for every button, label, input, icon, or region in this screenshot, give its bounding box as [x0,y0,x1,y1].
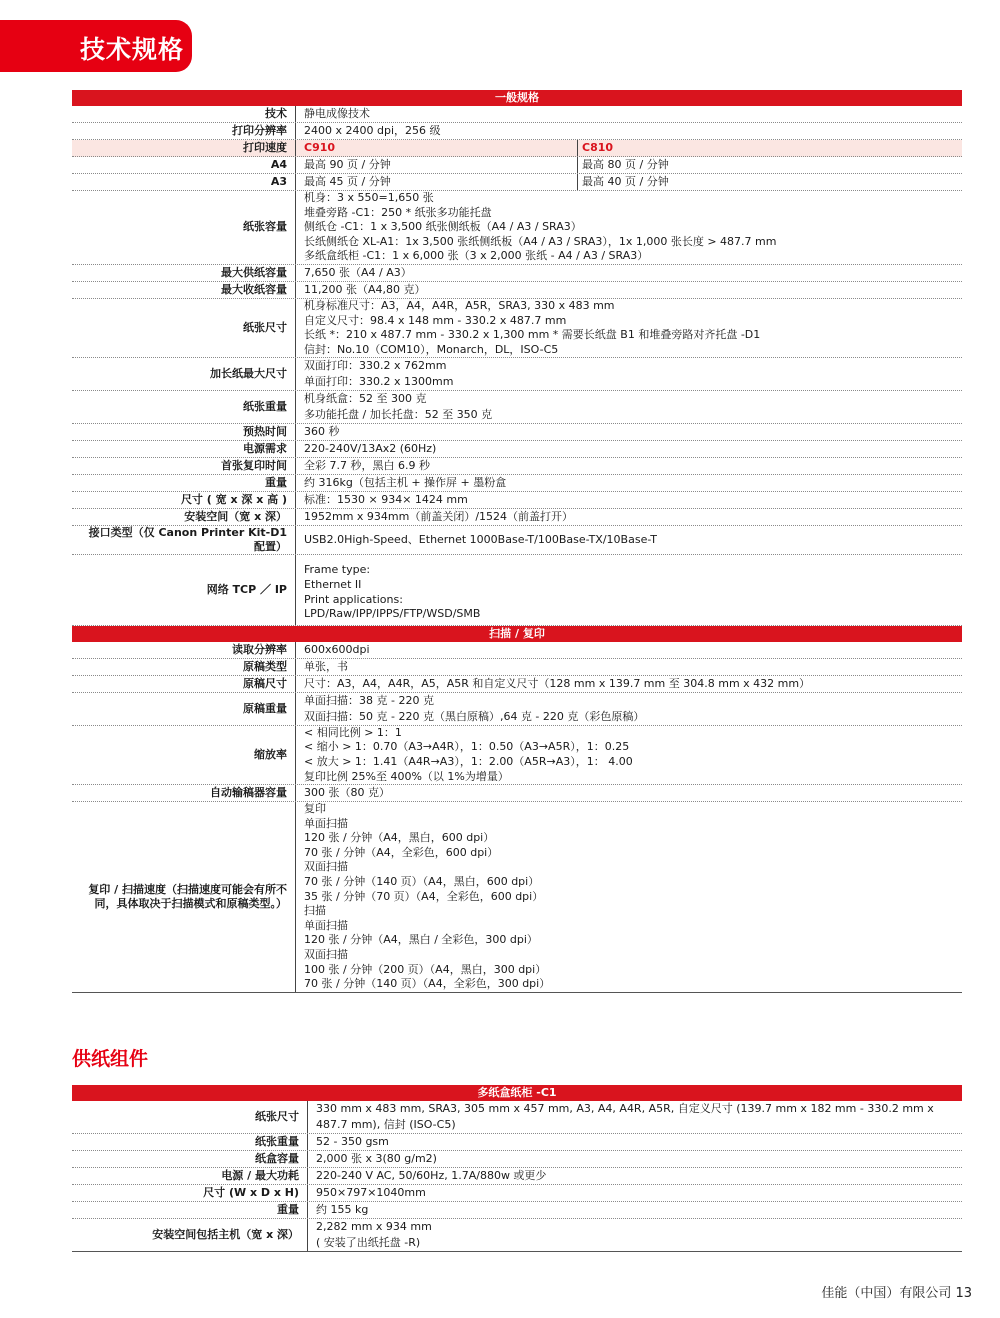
spec-value-line: 复印比例 25%至 400%（以 1%为增量） [304,769,509,783]
spec-row [72,693,962,726]
spec-value [296,659,962,675]
spec-row [72,642,962,659]
spec-row [72,1168,962,1185]
spec-value-line: 复印 [304,802,326,816]
spec-value-line: 70 张 / 分钟（140 页）（A4，黑白，600 dpi） [304,875,540,889]
spec-row [72,1151,962,1168]
spec-value-line: 70 张 / 分钟（140 页）（A4，全彩色，300 dpi） [304,977,551,991]
spec-value-line: 120 张 / 分钟（A4，黑白 / 全彩色，300 dpi） [304,933,538,947]
spec-value-line: 330 mm x 483 mm, SRA3, 305 mm x 457 mm, A3, A4, A4R, A5R, 自定义尺寸 (139.7 mm x 182 mm - 330.2 mm x [316,1102,934,1115]
spec-row [72,299,962,358]
spec-value-line: 扫描 [304,904,326,918]
spec-value-line: 机身纸盒：52 至 300 克 [304,392,427,406]
page-title: 技术规格 [80,35,185,64]
spec-row [72,526,962,555]
spec-value-line: 双面扫描：50 克 - 220 克（黑白原稿）,64 克 - 220 克（彩色原稿） [304,709,645,723]
spec-label: 首张复印时间 [72,458,296,474]
spec-value-line: 2400 x 2400 dpi，256 级 [304,124,441,137]
spec-value-line: 单面打印：330.2 x 1300mm [304,375,454,389]
spec-value-line: 信封：No.10（COM10），Monarch，DL，ISO-C5 [304,342,559,356]
spec-value-line: 约 155 kg [316,1203,369,1216]
spec-value-line: 2,282 mm x 934 mm [316,1220,432,1233]
spec-value [296,785,962,801]
spec-label: 尺寸 ( 宽 x 深 x 高 ) [72,492,296,508]
spec-value-line: Print applications: [304,592,403,606]
spec-value-c810: C810 [582,141,614,154]
spec-value-line: USB2.0High-Speed、Ethernet 1000Base-T/100Base-TX/10Base-T [304,533,658,547]
spec-row [72,106,962,123]
spec-value-line: 1952mm x 934mm（前盖关闭）/1524（前盖打开） [304,510,574,524]
spec-value-c910: 最高 90 页 / 分钟 [296,157,578,173]
spec-row [72,265,962,282]
spec-value-line: 单面扫描：38 克 - 220 克 [304,693,434,707]
spec-row [72,726,962,785]
page-footer: 佳能（中国）有限公司 13 [821,1286,972,1301]
spec-value-line: 长纸 *：210 x 487.7 mm - 330.2 x 1,300 mm * 需要长纸盘 B1 和堆叠旁路对齐托盘 -D1 [304,328,761,342]
spec-value [308,1151,962,1167]
spec-value [296,358,962,390]
spec-value-line: LPD/Raw/IPP/IPPS/FTP/WSD/SMB [304,607,481,621]
spec-value [308,1202,962,1218]
spec-value-columns [296,174,962,190]
spec-row [72,1202,962,1219]
spec-row [72,458,962,475]
spec-value [296,299,962,357]
spec-row [72,174,962,191]
spec-row [72,191,962,265]
spec-label: 打印速度 [72,140,296,156]
spec-value-line: 静电成像技术 [304,107,370,120]
spec-value-line: ( 安装了出纸托盘 -R) [316,1236,421,1249]
general-section-header: 一般规格 [72,90,962,106]
spec-row [72,1134,962,1151]
spec-label: 读取分辨率 [72,642,296,658]
spec-value-line: 双面打印：330.2 x 762mm [304,359,447,373]
spec-value-line: 220-240V/13Ax2 (60Hz) [304,442,437,456]
spec-value-line: 70 张 / 分钟（A4，全彩色，600 dpi） [304,845,499,859]
spec-value-line: 单面扫描 [304,918,348,932]
spec-label: 安装空间包括主机（宽 x 深） [72,1219,308,1251]
spec-value [296,441,962,457]
spec-value-line: 机身标准尺寸：A3，A4，A4R，A5R，SRA3, 330 x 483 mm [304,298,615,312]
spec-value-line: Frame type: [304,563,371,577]
spec-value-line: 机身：3 x 550=1,650 张 [304,191,434,204]
spec-value-line: 约 316kg（包括主机 + 操作屏 + 墨粉盒 [304,476,507,490]
spec-value-c910: C910 [296,140,578,156]
spec-row [72,1185,962,1202]
spec-label: 打印分辨率 [72,123,296,139]
spec-label: 最大供纸容量 [72,265,296,281]
spec-value-line: 多功能托盘 / 加长托盘：52 至 350 克 [304,408,493,422]
spec-label: 缩放率 [72,726,296,784]
spec-value-line: 全彩 7.7 秒，黑白 6.9 秒 [304,459,430,473]
spec-row [72,424,962,441]
spec-value-line: 600x600dpi [304,642,370,656]
spec-value-line: 950×797×1040mm [316,1186,426,1199]
spec-value-c810: 最高 40 页 / 分钟 [582,175,669,188]
spec-value [296,642,962,658]
spec-value [296,191,962,264]
spec-value-line: 双面扫描 [304,860,348,874]
spec-value-line: 尺寸：A3，A4，A4R，A5，A5R 和自定义尺寸（128 mm x 139.7 mm 至 304.8 mm x 432 mm） [304,676,811,690]
spec-row [72,555,962,625]
spec-value [308,1185,962,1201]
spec-row [72,509,962,526]
spec-label: 加长纸最大尺寸 [72,358,296,390]
spec-label: A3 [72,174,296,190]
spec-value-line: 标准：1530 × 934× 1424 mm [304,493,468,507]
feed-spec-table [72,1085,962,1252]
spec-row [72,441,962,458]
spec-row [72,391,962,424]
spec-label: 原稿类型 [72,659,296,675]
spec-label: 复印 / 扫描速度（扫描速度可能会有所不同，具体取决于扫描模式和原稿类型。） [72,802,296,992]
spec-value [296,526,962,554]
spec-value-line: Ethernet II [304,577,362,591]
spec-label: 安装空间（宽 x 深） [72,509,296,525]
spec-label: 接口类型（仅 Canon Printer Kit-D1 配置） [72,526,296,554]
page-title-tab [0,20,192,72]
spec-value [308,1168,962,1184]
spec-value-line: 单面扫描 [304,816,348,830]
spec-value [296,475,962,491]
spec-value-line: 487.7 mm), 信封 (ISO-C5) [316,1118,456,1131]
spec-row [72,123,962,140]
spec-value-c810: 最高 80 页 / 分钟 [582,158,669,171]
spec-row [72,140,962,157]
spec-value-line: 双面扫描 [304,948,348,962]
spec-value [296,282,962,298]
spec-label: 纸张重量 [72,391,296,423]
spec-value [296,492,962,508]
spec-value-line: 堆叠旁路 -C1：250 * 纸张多功能托盘 [304,205,492,219]
spec-label: 最大收纸容量 [72,282,296,298]
spec-row [72,282,962,299]
spec-label: 纸张重量 [72,1134,308,1150]
spec-label: 技术 [72,106,296,122]
spec-label: 网络 TCP ／ IP [72,555,296,624]
spec-value-line: 2,000 张 x 3(80 g/m2) [316,1152,437,1165]
spec-value [308,1219,962,1251]
spec-label: 原稿重量 [72,693,296,725]
spec-row [72,659,962,676]
spec-value [296,726,962,784]
spec-label: 电源 / 最大功耗 [72,1168,308,1184]
spec-value-line: 220-240 V AC, 50/60Hz, 1.7A/880w 或更少 [316,1169,547,1182]
spec-value-line: 7,650 张（A4 / A3） [304,265,412,279]
spec-value-line: 120 张 / 分钟（A4，黑白，600 dpi） [304,831,495,845]
spec-value-line: 52 - 350 gsm [316,1135,389,1148]
spec-value-line: 长纸侧纸仓 XL-A1：1x 3,500 张纸侧纸板（A4 / A3 / SRA3），1x 1,000 张长度 > 487.7 mm [304,234,777,248]
spec-label: 重量 [72,1202,308,1218]
spec-value-line: 自定义尺寸：98.4 x 148 mm - 330.2 x 487.7 mm [304,313,567,327]
spec-value-line: 360 秒 [304,425,340,439]
spec-value-line: 300 张（80 克） [304,786,390,800]
spec-label: 纸盒容量 [72,1151,308,1167]
spec-value [308,1134,962,1150]
spec-row [72,785,962,802]
spec-row [72,676,962,693]
spec-value-line: 单张，书 [304,659,348,673]
spec-value-line: < 相同比例 > 1：1 [304,725,402,739]
spec-row [72,802,962,993]
spec-value [296,391,962,423]
spec-value-line: 11,200 张（A4,80 克） [304,282,426,296]
spec-label: A4 [72,157,296,173]
spec-value [296,458,962,474]
spec-value-line: 100 张 / 分钟（200 页）（A4，黑白，300 dpi） [304,962,547,976]
spec-value-line: 多纸盒纸柜 -C1：1 x 6,000 张（3 x 2,000 张纸 - A4 / A3 / SRA3） [304,249,649,263]
spec-value [296,509,962,525]
spec-value-columns [296,157,962,173]
scan-section-header: 扫描 / 复印 [72,626,962,642]
spec-value-line: 35 张 / 分钟（70 页）（A4，全彩色，600 dpi） [304,889,544,903]
spec-row [72,492,962,509]
feed-section-title: 供纸组件 [72,1048,149,1070]
spec-row [72,1101,962,1134]
spec-value [308,1101,962,1133]
spec-label: 自动输稿器容量 [72,785,296,801]
spec-value [296,555,962,624]
spec-label: 纸张尺寸 [72,299,296,357]
spec-row [72,358,962,391]
spec-value-line: < 缩小 > 1：0.70（A3→A4R），1：0.50（A3→A5R），1：0.25 [304,740,630,754]
spec-label: 尺寸 (W x D x H) [72,1185,308,1201]
spec-value-columns [296,140,962,156]
feed-section-header: 多纸盒纸柜 -C1 [72,1085,962,1101]
general-spec-table [72,90,962,993]
spec-row [72,1219,962,1252]
spec-label: 电源需求 [72,441,296,457]
spec-value [296,265,962,281]
spec-value [296,693,962,725]
spec-label: 重量 [72,475,296,491]
spec-label: 纸张容量 [72,191,296,264]
spec-value [296,123,962,139]
spec-label: 纸张尺寸 [72,1101,308,1133]
spec-label: 预热时间 [72,424,296,440]
spec-value [296,802,962,992]
spec-value-line: 侧纸仓 -C1：1 x 3,500 纸张侧纸板（A4 / A3 / SRA3） [304,220,582,234]
spec-row [72,475,962,492]
spec-value [296,424,962,440]
spec-value [296,676,962,692]
spec-value [296,106,962,122]
spec-value-c910: 最高 45 页 / 分钟 [296,174,578,190]
spec-value-line: < 放大 > 1：1.41（A4R→A3），1：2.00（A5R→A3），1： 4.00 [304,754,633,768]
spec-label: 原稿尺寸 [72,676,296,692]
spec-row [72,157,962,174]
